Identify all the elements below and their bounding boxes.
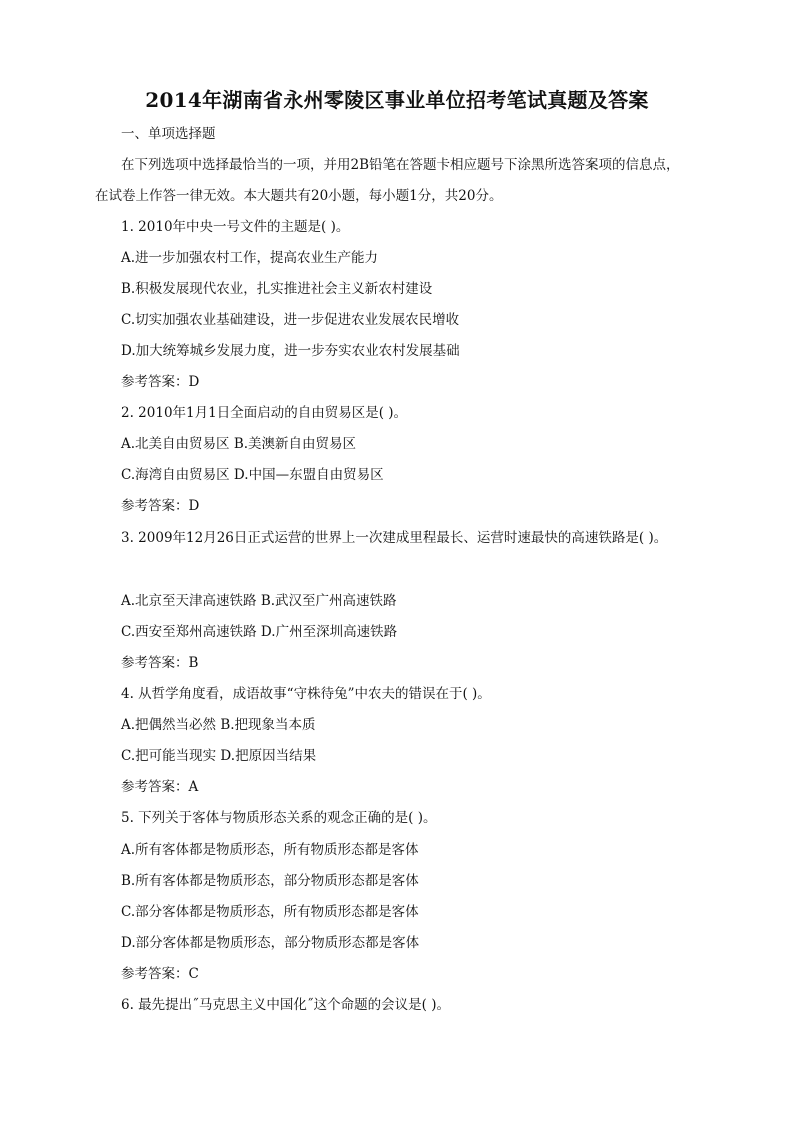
- question-1-option-d: D.加大统筹城乡发展力度，进一步夯实农业农村发展基础: [121, 343, 460, 359]
- question-3-answer: 参考答案：B: [121, 655, 199, 671]
- instructions-line-2: 在试卷上作答一律无效。本大题共有20小题，每小题1分，共20分。: [95, 188, 503, 204]
- question-5-option-d: D.部分客体都是物质形态，部分物质形态都是客体: [121, 935, 420, 951]
- question-4-options-ab: A.把偶然当必然 B.把现象当本质: [121, 717, 316, 733]
- question-1-option-a: A.进一步加强农村工作，提高农业生产能力: [121, 250, 379, 266]
- question-2-options-cd: C.海湾自由贸易区 D.中国—东盟自由贸易区: [121, 467, 384, 483]
- question-1-option-c: C.切实加强农业基础建设，进一步促进农业发展农民增收: [121, 312, 460, 328]
- instructions-line-1: 在下列选项中选择最恰当的一项，并用2B铅笔在答题卡相应题号下涂黑所选答案项的信息点，: [121, 157, 680, 173]
- question-2-stem: 2. 2010年1月1日全面启动的自由贸易区是( )。: [121, 405, 408, 421]
- question-2-options-ab: A.北美自由贸易区 B.美澳新自由贸易区: [121, 436, 357, 452]
- question-1-option-b: B.积极发展现代农业，扎实推进社会主义新农村建设: [121, 281, 433, 297]
- question-5-option-c: C.部分客体都是物质形态，所有物质形态都是客体: [121, 904, 419, 920]
- question-5-answer: 参考答案：C: [121, 966, 199, 982]
- section-heading: 一、单项选择题: [121, 126, 216, 142]
- question-4-answer: 参考答案：A: [121, 779, 199, 795]
- question-4-options-cd: C.把可能当现实 D.把原因当结果: [121, 748, 317, 764]
- question-5-stem: 5. 下列关于客体与物质形态关系的观念正确的是( )。: [121, 810, 437, 826]
- question-5-option-a: A.所有客体都是物质形态，所有物质形态都是客体: [121, 842, 419, 858]
- question-1-answer: 参考答案：D: [121, 374, 200, 390]
- question-3-options-ab: A.北京至天津高速铁路 B.武汉至广州高速铁路: [121, 593, 397, 609]
- question-3-options-cd: C.西安至郑州高速铁路 D.广州至深圳高速铁路: [121, 624, 398, 640]
- question-2-answer: 参考答案：D: [121, 498, 200, 514]
- question-6-stem: 6. 最先提出˝马克思主义中国化˝这个命题的会议是( )。: [121, 997, 450, 1013]
- question-1-stem: 1. 2010年中央一号文件的主题是( )。: [121, 219, 350, 235]
- question-5-option-b: B.所有客体都是物质形态，部分物质形态都是客体: [121, 873, 419, 889]
- question-4-stem: 4. 从哲学角度看，成语故事“守株待兔”中农夫的错误在于( )。: [121, 686, 491, 702]
- question-3-stem: 3. 2009年12月26日正式运营的世界上一次建成里程最长、运营时速最快的高速铁路是( )。: [121, 530, 668, 546]
- document-title: 2014年湖南省永州零陵区事业单位招考笔试真题及答案: [145, 88, 649, 112]
